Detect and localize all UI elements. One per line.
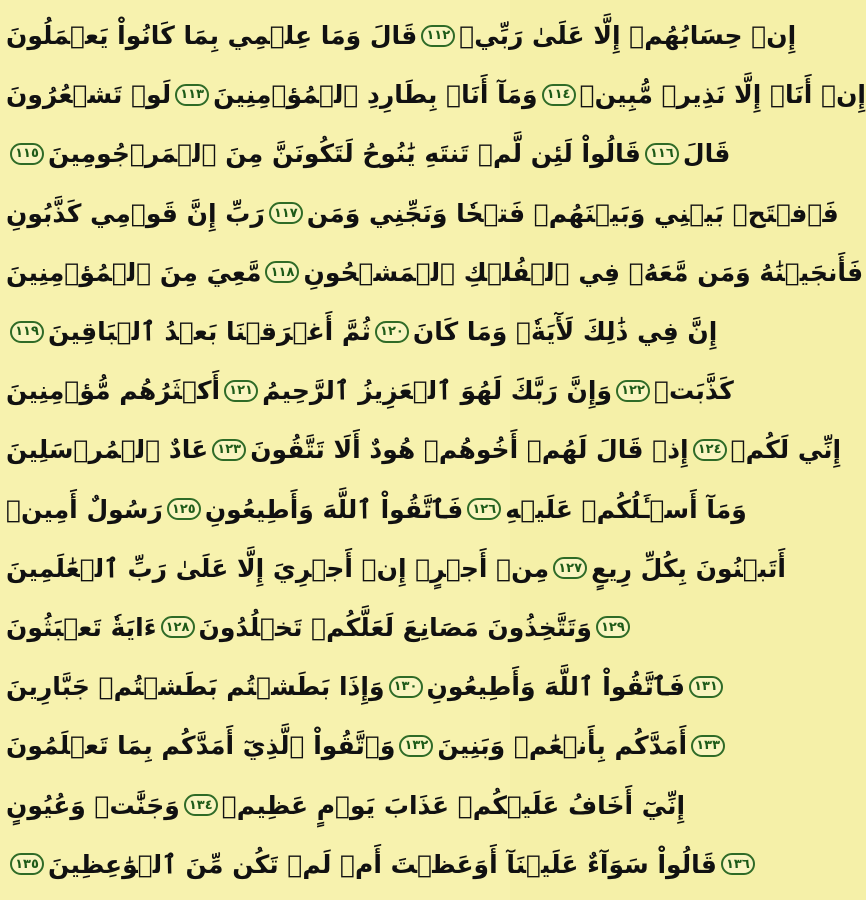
verse-line xyxy=(6,243,864,302)
verse-text: إِنَّ فِي ذَٰلِكَ لَأٓيَةٗۖ وَمَا كَانَ xyxy=(412,317,718,347)
verse-text: وَإِنَّ رَبَّكَ لَهُوَ ٱلۡعَزِيزُ ٱلرَّحِيمُ xyxy=(262,376,613,406)
verse-number-marker: ١٢٥ xyxy=(167,498,201,520)
verse-text: وَمَآ أَنَا۠ بِطَارِدِ ٱلۡمُؤۡمِنِينَ xyxy=(213,80,538,110)
verse-number-marker: ١٢٦ xyxy=(467,498,501,520)
verse-text: قَالُواْ لَئِن لَّمۡ تَنتَهِ يَٰنُوحُ لَتَكُونَنَّ مِنَ ٱلۡمَرۡجُومِينَ xyxy=(48,139,641,169)
verse-number-marker: ١١٤ xyxy=(542,84,576,106)
verse-number-marker: ١٢٠ xyxy=(375,321,409,343)
verse-text: مِنۡ أَجۡرٍۖ إِنۡ أَجۡرِيَ إِلَّا عَلَىٰ رَبِّ ٱلۡعَٰلَمِينَ xyxy=(6,553,550,583)
verse-text: أَمَدَّكُم بِأَنۡعَٰمٖ وَبَنِينَ xyxy=(437,731,688,761)
verse-text: قَالَ وَمَا عِلۡمِي بِمَا كَانُواْ يَعۡمَلُونَ xyxy=(6,21,418,51)
verse-line xyxy=(6,480,747,539)
verse-text: وَإِذَا بَطَشۡتُم بَطَشۡتُمۡ جَبَّارِينَ xyxy=(6,672,385,702)
verse-line xyxy=(6,361,734,420)
verse-text: كَذَّبَتۡ xyxy=(654,376,734,406)
verse-line xyxy=(6,65,866,124)
verse-number-marker: ١٣٠ xyxy=(389,676,423,698)
verse-text: مَّعِيَ مِنَ ٱلۡمُؤۡمِنِينَ xyxy=(6,257,262,287)
verse-line xyxy=(6,657,718,716)
verse-text: وَجَنَّٰتٖ وَعُيُونٍ xyxy=(6,790,180,820)
verse-number-marker: ١٣٤ xyxy=(184,794,218,816)
verse-number-marker: ١٢٩ xyxy=(596,616,630,638)
verse-text: إِنِّيٓ أَخَافُ عَلَيۡكُمۡ عَذَابَ يَوۡمٍ عَظِيمٖ xyxy=(221,790,686,820)
verse-number-marker: ١٣٣ xyxy=(691,735,725,757)
verse-text: وَٱتَّقُواْ ٱلَّذِيٓ أَمَدَّكُم بِمَا تَعۡلَمُونَ xyxy=(6,731,396,761)
verse-number-marker: ١٢٤ xyxy=(693,439,727,461)
verse-text: إِنِّي لَكُمۡ xyxy=(730,435,842,465)
verse-number-marker: ١١٨ xyxy=(265,261,299,283)
verse-number-marker: ١٢٣ xyxy=(212,439,246,461)
verse-text: ءَايَةٗ تَعۡبَثُونَ xyxy=(6,612,157,642)
verse-number-marker: ١٢٨ xyxy=(161,616,195,638)
verse-number-marker: ١١٧ xyxy=(269,202,303,224)
verse-number-marker: ١١٣ xyxy=(175,84,209,106)
verse-line xyxy=(6,6,797,65)
verse-number-marker: ١١٥ xyxy=(10,143,44,165)
verse-text: رَسُولٌ أَمِينٞ xyxy=(6,494,163,524)
verse-line xyxy=(6,716,721,775)
verse-line xyxy=(6,598,625,657)
verse-text: فَٱتَّقُواْ ٱللَّهَ وَأَطِيعُونِ xyxy=(426,672,685,702)
verse-text: إِنۡ أَنَا۠ إِلَّا نَذِيرٞ مُّبِينٞ xyxy=(579,80,866,110)
verse-text: إِنۡ حِسَابُهُمۡ إِلَّا عَلَىٰ رَبِّيۖ xyxy=(459,21,797,51)
verse-text: وَمَآ أَسۡـَٔلُكُمۡ عَلَيۡهِ xyxy=(505,494,747,524)
verse-text: أَكۡثَرُهُم مُّؤۡمِنِينَ xyxy=(6,376,221,406)
verse-text: لَوۡ تَشۡعُرُونَ xyxy=(6,80,172,110)
verse-number-marker: ١٢٧ xyxy=(553,557,587,579)
verse-number-marker: ١٣٥ xyxy=(10,853,44,875)
verse-line xyxy=(6,124,731,183)
verse-text: ثُمَّ أَغۡرَقۡنَا بَعۡدُ ٱلۡبَاقِينَ xyxy=(48,317,371,347)
verse-line xyxy=(6,420,842,479)
verse-text: فَأَنجَيۡنَٰهُ وَمَن مَّعَهُۥ فِي ٱلۡفُلۡكِ ٱلۡمَشۡحُونِ xyxy=(303,257,864,287)
verse-line xyxy=(6,184,839,243)
verse-number-marker: ١١٦ xyxy=(645,143,679,165)
verse-text: فَٱفۡتَحۡ بَيۡنِي وَبَيۡنَهُمۡ فَتۡحٗا وَنَجِّنِي وَمَن xyxy=(306,198,839,228)
verse-text: قَالُواْ سَوَآءٌ عَلَيۡنَآ أَوَعَظۡتَ أَمۡ لَمۡ تَكُن مِّنَ ٱلۡوَٰعِظِينَ xyxy=(48,849,717,879)
verse-number-marker: ١٢١ xyxy=(224,380,258,402)
verse-line xyxy=(6,775,686,834)
verse-text: عَادٌ ٱلۡمُرۡسَلِينَ xyxy=(6,435,209,465)
verse-lines xyxy=(6,6,866,894)
verse-text: رَبِّ إِنَّ قَوۡمِي كَذَّبُونِ xyxy=(6,198,265,228)
verse-line xyxy=(6,539,786,598)
verse-text: قَالَ xyxy=(682,139,731,169)
verse-line xyxy=(6,835,750,894)
verse-line xyxy=(6,302,718,361)
verse-text: أَتَبۡنُونَ بِكُلِّ رِيعٍ xyxy=(591,553,786,583)
verse-text: وَتَتَّخِذُونَ مَصَانِعَ لَعَلَّكُمۡ تَخۡلُدُونَ xyxy=(198,612,592,642)
verse-number-marker: ١٢٢ xyxy=(616,380,650,402)
verse-text: إِذۡ قَالَ لَهُمۡ أَخُوهُمۡ هُودٌ أَلَا تَتَّقُونَ xyxy=(250,435,689,465)
verse-number-marker: ١٣٢ xyxy=(399,735,433,757)
verse-number-marker: ١١٩ xyxy=(10,321,44,343)
verse-number-marker: ١٣٦ xyxy=(721,853,755,875)
verse-text: فَٱتَّقُواْ ٱللَّهَ وَأَطِيعُونِ xyxy=(204,494,464,524)
verse-number-marker: ١٣١ xyxy=(689,676,723,698)
verse-number-marker: ١١٢ xyxy=(421,25,455,47)
